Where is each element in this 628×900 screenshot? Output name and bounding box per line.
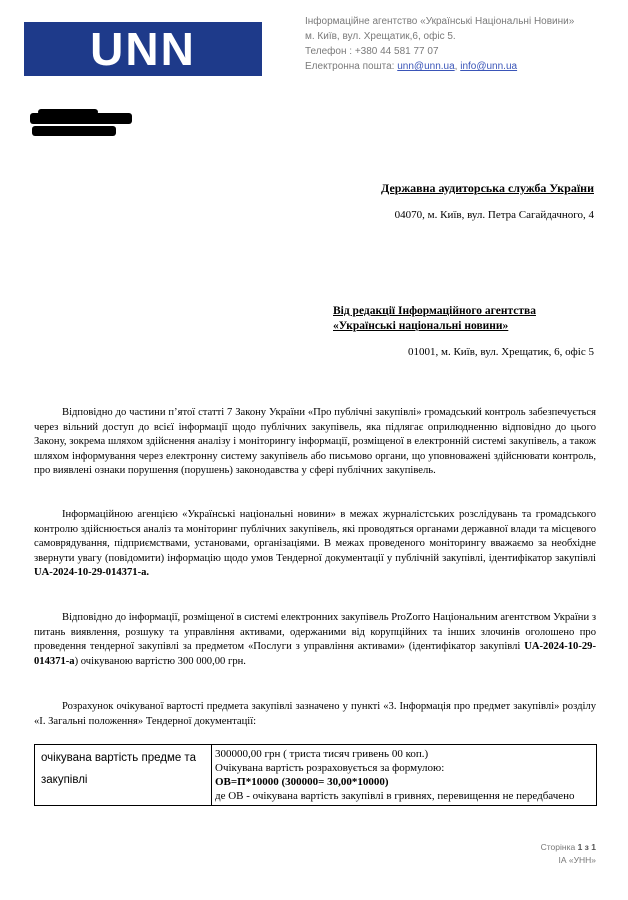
procurement-id: UA-2024-10-29-014371-a. xyxy=(34,567,150,578)
email-link-info[interactable]: info@unn.ua xyxy=(460,61,518,72)
cost-table xyxy=(34,744,597,806)
unn-logo xyxy=(24,22,262,76)
page-value: 1 з 1 xyxy=(577,842,596,852)
redaction-mark xyxy=(30,113,132,124)
agency-address: м. Київ, вул. Хрещатик,6, офіс 5. xyxy=(305,31,456,42)
table-row xyxy=(35,745,597,806)
agency-contacts xyxy=(305,14,574,74)
paragraph-3 xyxy=(34,611,596,669)
sender-line-1: Від редакції Інформаційного агентства xyxy=(333,305,536,317)
paragraph-1: Відповідно до частини п’ятої статті 7 Закону України «Про публічні закупівлі» громадський контроль забезпечується через вільний доступ до всієї інформації щодо публічних закупівель, яка підлягає оприлюдненню відповідно до цього Закону, зокрема шляхом здійснення аналізу і моніторингу інформації, розміщеної в електронній системі закупівель, а також шляхом інформування через електронну систему закупівель або письмово органи, що уповноважені здійснювати контроль, про виявлені ознаки порушення (порушень) законодавства у сфері публічних закупівель. xyxy=(34,407,596,476)
sender-address: 01001, м. Київ, вул. Хрещатик, 6, офіс 5 xyxy=(407,346,594,358)
value-line-4: де ОВ - очікувана вартість закупівлі в гривнях, перевищення не передбачено xyxy=(215,790,575,802)
email-separator: , xyxy=(454,61,461,72)
table-cell-label: очікувана вартість предме та закупівлі xyxy=(35,745,212,806)
page-footer xyxy=(541,841,596,867)
agency-phone: Телефон : +380 44 581 77 07 xyxy=(305,46,439,57)
sender-line-2: «Українські національні новини» xyxy=(333,320,509,332)
value-line-1: 300000,00 грн ( триста тисяч гривень 00 коп.) xyxy=(215,748,429,760)
value-line-2: Очікувана вартість розраховується за формулою: xyxy=(215,762,445,774)
redaction-mark xyxy=(32,126,116,136)
paragraph-2-text: Інформаційною агенцією «Українські національні новини» в межах журналістських розслідувань та громадського контролю здійснюється аналіз та моніторинг публічних закупівель, які проводяться органами державної влади та місцевого самоврядування, підприємствами, установами, організаціями. В межах проведеного моніторингу вважаємо за необхідне звернути увагу (повідомити) інформацію щодо умов Тендерної документації у публічній закупівлі, ідентифікатор закупівлі xyxy=(34,509,596,564)
email-label: Електронна пошта: xyxy=(305,61,398,72)
paragraph-3-text: Відповідно до інформації, розміщеної в системі електронних закупівель ProZorro Національним агентством України з питань виявлення, розшуку та управління активами, одержаними від корупційних та інших злочинів оголошено про проведення тендерної закупівлі за предметом «Послуги з управління активами» (ідентифікатор закупівлі xyxy=(34,612,596,652)
page-label: Сторінка xyxy=(540,842,578,852)
formula-line: ОВ=П*10000 (300000= 30,00*10000) xyxy=(215,776,389,788)
procurement-id: UA-2024-10-29-014371-а xyxy=(34,641,596,667)
page-number xyxy=(541,841,596,854)
logo-text: UNN xyxy=(90,23,196,75)
agency-email-line xyxy=(305,59,574,74)
agency-name: Інформаційне агентство «Українські Національні Новини» xyxy=(305,16,575,27)
email-link-unn[interactable]: unn@unn.ua xyxy=(397,61,455,72)
table-cell-value xyxy=(212,745,597,806)
recipient-name: Державна аудиторська служба України xyxy=(381,181,594,195)
recipient-address: 04070, м. Київ, вул. Петра Сагайдачного, 4 xyxy=(394,209,594,221)
footer-brand: ІА «УНН» xyxy=(558,855,596,865)
sender-block xyxy=(333,304,536,334)
paragraph-2 xyxy=(34,508,596,581)
paragraph-4: Розрахунок очікуваної вартості предмета закупівлі зазначено у пункті «3. Інформація про предмет закупівлі» розділу «І. Загальні положення» Тендерної документації: xyxy=(34,701,596,727)
paragraph-3-end: ) очікуваною вартістю 300 000,00 грн. xyxy=(74,655,246,667)
